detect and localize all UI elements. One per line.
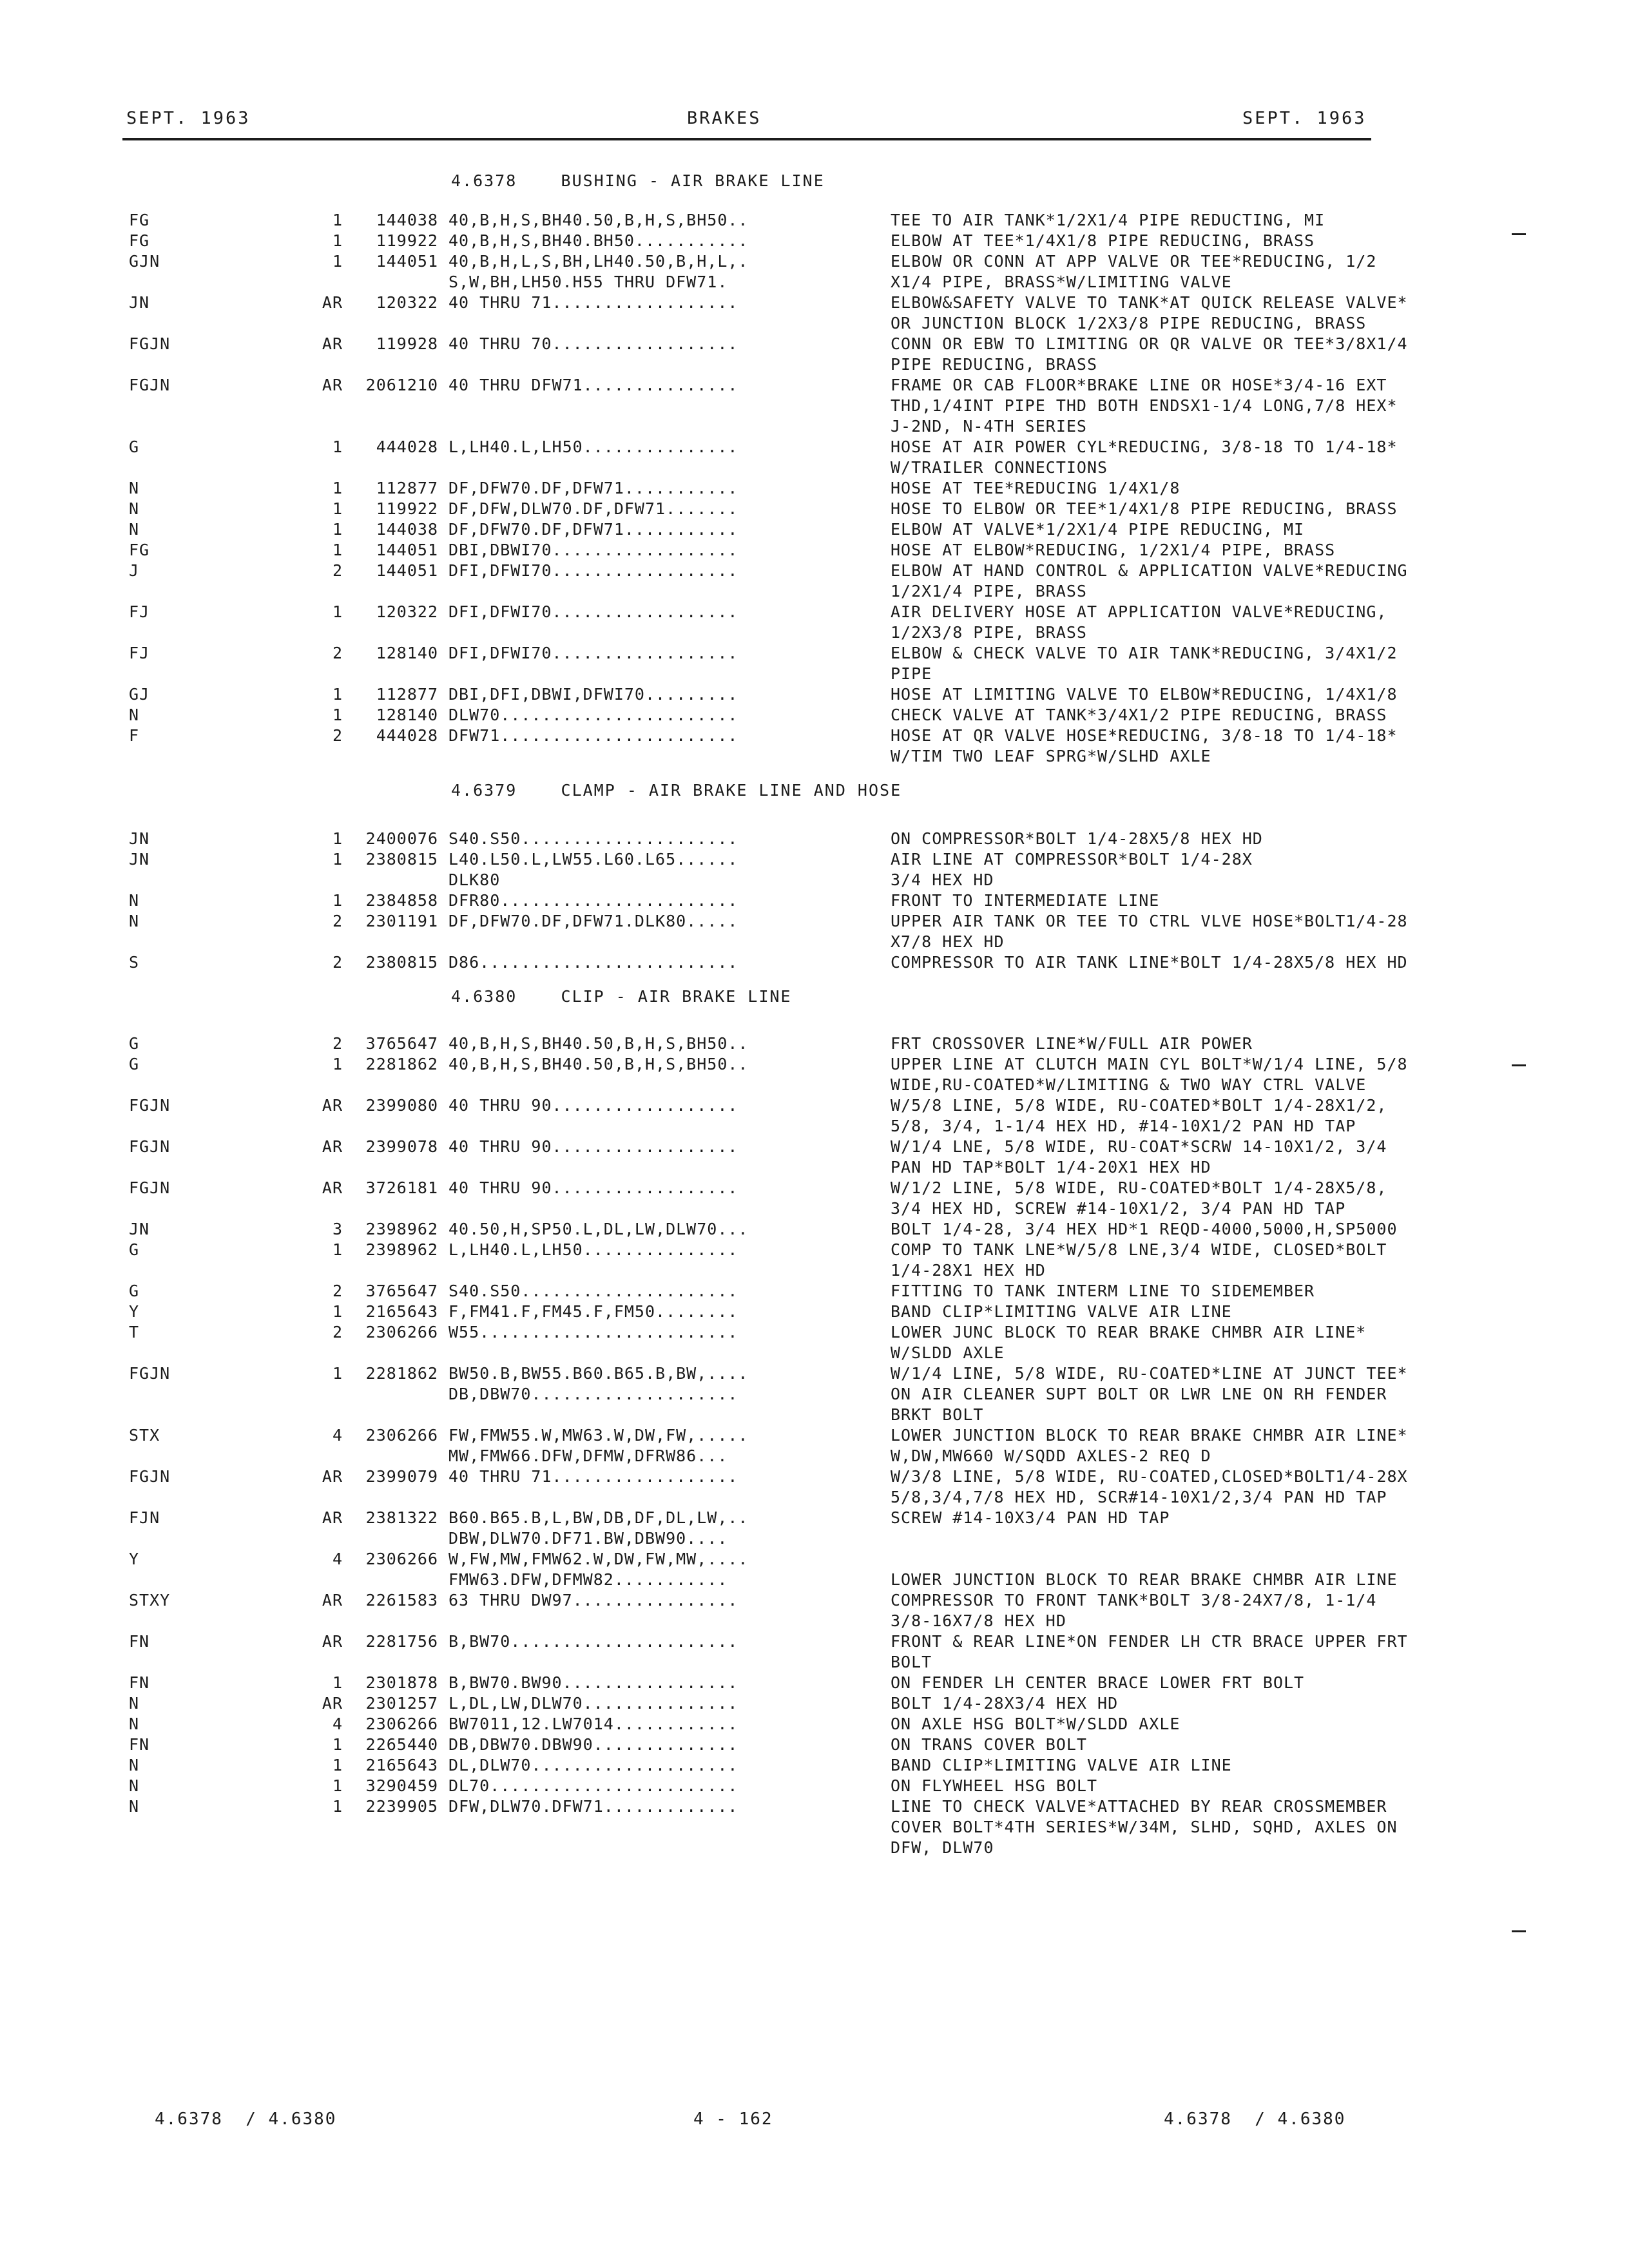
description: AIR DELIVERY HOSE AT APPLICATION VALVE*REDUCING, 1/2X3/8 PIPE, BRASS bbox=[891, 602, 1387, 642]
series-code: FGJN bbox=[129, 1137, 171, 1156]
model-list: 40 THRU 90.................. bbox=[448, 1178, 738, 1197]
table-row bbox=[0, 210, 1629, 231]
table-row bbox=[0, 1549, 1629, 1590]
series-code: FG bbox=[129, 541, 150, 559]
model-list: DFW,DLW70.DFW71............. bbox=[448, 1797, 738, 1816]
quantity: 1 bbox=[332, 829, 343, 848]
table-row bbox=[0, 1673, 1629, 1693]
series-code: STXY bbox=[129, 1591, 171, 1610]
table-row bbox=[0, 1033, 1629, 1054]
series-code: J bbox=[129, 561, 140, 580]
table-row bbox=[0, 1178, 1629, 1219]
model-list: DBI,DBWI70.................. bbox=[448, 541, 738, 559]
quantity: 1 bbox=[332, 1797, 343, 1816]
table-row bbox=[0, 1466, 1629, 1508]
parts-table-clamp bbox=[0, 829, 1629, 973]
description: FRONT TO INTERMEDIATE LINE bbox=[891, 891, 1160, 910]
table-row bbox=[0, 1796, 1629, 1858]
series-code: N bbox=[129, 499, 140, 518]
footer-page-number: 4 - 162 bbox=[693, 2109, 773, 2129]
series-code: FJ bbox=[129, 644, 150, 662]
table-row bbox=[0, 375, 1629, 437]
series-code: N bbox=[129, 891, 140, 910]
parts-table-bushing bbox=[0, 210, 1629, 767]
table-row bbox=[0, 1714, 1629, 1735]
section-number: 4.6380 bbox=[451, 987, 517, 1006]
description: HOSE AT AIR POWER CYL*REDUCING, 3/8-18 TO 1/4-18* W/TRAILER CONNECTIONS bbox=[891, 437, 1398, 477]
table-row bbox=[0, 849, 1629, 890]
model-list: DF,DFW70.DF,DFW71.DLK80..... bbox=[448, 912, 738, 930]
description: ON TRANS COVER BOLT bbox=[891, 1735, 1087, 1754]
quantity: 1 bbox=[332, 520, 343, 539]
series-code: FGJN bbox=[129, 1096, 171, 1115]
description: COMPRESSOR TO FRONT TANK*BOLT 3/8-24X7/8, 1-1/4 3/8-16X7/8 HEX HD bbox=[891, 1591, 1377, 1630]
description: SCREW #14-10X3/4 PAN HD TAP bbox=[891, 1508, 1170, 1527]
series-code: N bbox=[129, 706, 140, 724]
model-list: 40 THRU 71.................. bbox=[448, 1467, 738, 1486]
section-heading-4-6378 bbox=[451, 171, 825, 190]
description: BOLT 1/4-28X3/4 HEX HD bbox=[891, 1694, 1119, 1713]
description: FITTING TO TANK INTERM LINE TO SIDEMEMBER bbox=[891, 1282, 1315, 1300]
model-list: 40 THRU 90.................. bbox=[448, 1137, 738, 1156]
model-list: 40,B,H,S,BH40.BH50........... bbox=[448, 231, 749, 250]
table-row bbox=[0, 478, 1629, 499]
model-list: 40,B,H,L,S,BH,LH40.50,B,H,L,. S,W,BH,LH50.H55 THRU DFW71. bbox=[448, 252, 749, 291]
description: HOSE AT ELBOW*REDUCING, 1/2X1/4 PIPE, BRASS bbox=[891, 541, 1336, 559]
model-list: 40 THRU DFW71............... bbox=[448, 376, 738, 394]
margin-mark bbox=[1512, 233, 1526, 235]
series-code: G bbox=[129, 1282, 140, 1300]
quantity: 1 bbox=[332, 706, 343, 724]
part-number: 112877 bbox=[376, 685, 438, 704]
model-list: B60.B65.B,L,BW,DB,DF,DL,LW,.. DBW,DLW70.DF71.BW,DBW90.... bbox=[448, 1508, 749, 1548]
part-number: 2399079 bbox=[365, 1467, 438, 1486]
series-code: JN bbox=[129, 850, 150, 869]
description: CONN OR EBW TO LIMITING OR QR VALVE OR TEE*3/8X1/4 PIPE REDUCING, BRASS bbox=[891, 334, 1408, 374]
quantity: 1 bbox=[332, 850, 343, 869]
model-list: DB,DBW70.DBW90.............. bbox=[448, 1735, 738, 1754]
table-row bbox=[0, 890, 1629, 911]
table-row bbox=[0, 561, 1629, 602]
table-row bbox=[0, 540, 1629, 561]
quantity: 1 bbox=[332, 541, 343, 559]
quantity: 1 bbox=[332, 685, 343, 704]
description: LOWER JUNC BLOCK TO REAR BRAKE CHMBR AIR LINE* W/SLDD AXLE bbox=[891, 1323, 1367, 1362]
description: ELBOW AT VALVE*1/2X1/4 PIPE REDUCING, MI bbox=[891, 520, 1305, 539]
description: BOLT 1/4-28, 3/4 HEX HD*1 REQD-4000,5000,H,SP5000 bbox=[891, 1220, 1398, 1238]
part-number: 3290459 bbox=[365, 1776, 438, 1795]
series-code: FN bbox=[129, 1673, 150, 1692]
description: ELBOW & CHECK VALVE TO AIR TANK*REDUCING, 3/4X1/2 PIPE bbox=[891, 644, 1398, 683]
table-row bbox=[0, 251, 1629, 293]
part-number: 2398962 bbox=[365, 1240, 438, 1259]
model-list: DFW71....................... bbox=[448, 726, 738, 745]
description: UPPER AIR TANK OR TEE TO CTRL VLVE HOSE*BOLT1/4-28 X7/8 HEX HD bbox=[891, 912, 1408, 951]
description: TEE TO AIR TANK*1/2X1/4 PIPE REDUCTING, MI bbox=[891, 211, 1325, 229]
quantity: AR bbox=[322, 376, 343, 394]
model-list: FW,FMW55.W,MW63.W,DW,FW,..... MW,FMW66.DFW,DFMW,DFRW86... bbox=[448, 1426, 749, 1465]
quantity: AR bbox=[322, 293, 343, 312]
series-code: G bbox=[129, 437, 140, 456]
model-list: S40.S50..................... bbox=[448, 829, 738, 848]
quantity: 1 bbox=[332, 211, 343, 229]
quantity: 2 bbox=[332, 561, 343, 580]
part-number: 2301191 bbox=[365, 912, 438, 930]
part-number: 2380815 bbox=[365, 953, 438, 972]
part-number: 2281862 bbox=[365, 1364, 438, 1383]
model-list: 40 THRU 70.................. bbox=[448, 334, 738, 353]
table-row bbox=[0, 684, 1629, 705]
part-number: 3765647 bbox=[365, 1034, 438, 1053]
description: W/1/4 LNE, 5/8 WIDE, RU-COAT*SCRW 14-10X1/2, 3/4 PAN HD TAP*BOLT 1/4-20X1 HEX HD bbox=[891, 1137, 1387, 1177]
series-code: N bbox=[129, 912, 140, 930]
part-number: 144051 bbox=[376, 252, 438, 271]
table-row bbox=[0, 334, 1629, 375]
description: FRAME OR CAB FLOOR*BRAKE LINE OR HOSE*3/4-16 EXT THD,1/4INT PIPE THD BOTH ENDSX1-1/4 LONG,7/8 HEX* J-2ND, N-4TH SERIES bbox=[891, 376, 1398, 436]
table-row bbox=[0, 1425, 1629, 1466]
model-list: DFI,DFWI70.................. bbox=[448, 561, 738, 580]
table-row bbox=[0, 1590, 1629, 1631]
model-list: DL70........................ bbox=[448, 1776, 738, 1795]
series-code: FN bbox=[129, 1735, 150, 1754]
header-rule bbox=[122, 138, 1371, 140]
part-number: 144051 bbox=[376, 541, 438, 559]
description: COMP TO TANK LNE*W/5/8 LNE,3/4 WIDE, CLOSED*BOLT 1/4-28X1 HEX HD bbox=[891, 1240, 1387, 1280]
part-number: 128140 bbox=[376, 644, 438, 662]
quantity: 2 bbox=[332, 726, 343, 745]
part-number: 2306266 bbox=[365, 1426, 438, 1445]
series-code: N bbox=[129, 1797, 140, 1816]
part-number: 120322 bbox=[376, 293, 438, 312]
quantity: 4 bbox=[332, 1715, 343, 1733]
table-row bbox=[0, 1693, 1629, 1714]
description: W/3/8 LINE, 5/8 WIDE, RU-COATED,CLOSED*BOLT1/4-28X 5/8,3/4,7/8 HEX HD, SCR#14-10X1/2,3/4 PAN HD TAP bbox=[891, 1467, 1408, 1506]
model-list: BW7011,12.LW7014............ bbox=[448, 1715, 738, 1733]
part-number: 2306266 bbox=[365, 1550, 438, 1568]
description: HOSE AT QR VALVE HOSE*REDUCING, 3/8-18 TO 1/4-18* W/TIM TWO LEAF SPRG*W/SLHD AXLE bbox=[891, 726, 1398, 765]
series-code: Y bbox=[129, 1302, 140, 1321]
description: HOSE TO ELBOW OR TEE*1/4X1/8 PIPE REDUCING, BRASS bbox=[891, 499, 1398, 518]
description: HOSE AT LIMITING VALVE TO ELBOW*REDUCING, 1/4X1/8 bbox=[891, 685, 1398, 704]
table-row bbox=[0, 911, 1629, 952]
model-list: L,DL,LW,DLW70............... bbox=[448, 1694, 738, 1713]
margin-mark bbox=[1512, 1064, 1526, 1066]
part-number: 120322 bbox=[376, 602, 438, 621]
model-list: 40.50,H,SP50.L,DL,LW,DLW70... bbox=[448, 1220, 749, 1238]
description: LOWER JUNCTION BLOCK TO REAR BRAKE CHMBR AIR LINE bbox=[891, 1570, 1398, 1589]
series-code: JN bbox=[129, 1220, 150, 1238]
margin-mark bbox=[1512, 1930, 1526, 1932]
description: COMPRESSOR TO AIR TANK LINE*BOLT 1/4-28X5/8 HEX HD bbox=[891, 953, 1408, 972]
table-row bbox=[0, 1281, 1629, 1302]
table-row bbox=[0, 1219, 1629, 1240]
part-number: 144051 bbox=[376, 561, 438, 580]
model-list: W55......................... bbox=[448, 1323, 738, 1341]
part-number: 2165643 bbox=[365, 1302, 438, 1321]
series-code: FGJN bbox=[129, 1467, 171, 1486]
model-list: D86......................... bbox=[448, 953, 738, 972]
series-code: FN bbox=[129, 1632, 150, 1651]
quantity: 2 bbox=[332, 1282, 343, 1300]
table-row bbox=[0, 643, 1629, 684]
table-row bbox=[0, 1755, 1629, 1776]
part-number: 2061210 bbox=[365, 376, 438, 394]
part-number: 2301257 bbox=[365, 1694, 438, 1713]
model-list: W,FW,MW,FMW62.W,DW,FW,MW,.... FMW63.DFW,DFMW82........... bbox=[448, 1550, 749, 1589]
section-title: CLIP - AIR BRAKE LINE bbox=[561, 987, 792, 1006]
quantity: 1 bbox=[332, 1364, 343, 1383]
series-code: N bbox=[129, 479, 140, 497]
section-number: 4.6378 bbox=[451, 171, 517, 190]
part-number: 2239905 bbox=[365, 1797, 438, 1816]
section-title: CLAMP - AIR BRAKE LINE AND HOSE bbox=[561, 781, 902, 800]
quantity: 1 bbox=[332, 1673, 343, 1692]
model-list: 40,B,H,S,BH40.50,B,H,S,BH50.. bbox=[448, 1055, 749, 1073]
model-list: L,LH40.L,LH50............... bbox=[448, 437, 738, 456]
model-list: DF,DFW70.DF,DFW71........... bbox=[448, 520, 738, 539]
table-row bbox=[0, 705, 1629, 726]
model-list: BW50.B,BW55.B60.B65.B,BW,.... DB,DBW70.................... bbox=[448, 1364, 749, 1403]
description: ON FENDER LH CENTER BRACE LOWER FRT BOLT bbox=[891, 1673, 1305, 1692]
table-row bbox=[0, 1363, 1629, 1425]
series-code: G bbox=[129, 1034, 140, 1053]
model-list: DL,DLW70.................... bbox=[448, 1756, 738, 1774]
part-number: 2306266 bbox=[365, 1715, 438, 1733]
quantity: AR bbox=[322, 1508, 343, 1527]
description: LINE TO CHECK VALVE*ATTACHED BY REAR CROSSMEMBER COVER BOLT*4TH SERIES*W/34M, SLHD, SQHD, AXLES ON DFW, DLW70 bbox=[891, 1797, 1398, 1857]
description: LOWER JUNCTION BLOCK TO REAR BRAKE CHMBR AIR LINE* W,DW,MW660 W/SQDD AXLES-2 REQ D bbox=[891, 1426, 1408, 1465]
description: CHECK VALVE AT TANK*3/4X1/2 PIPE REDUCING, BRASS bbox=[891, 706, 1387, 724]
header-date-left: SEPT. 1963 bbox=[126, 108, 251, 128]
section-heading-4-6380 bbox=[451, 987, 792, 1006]
model-list: DF,DFW70.DF,DFW71........... bbox=[448, 479, 738, 497]
model-list: F,FM41.F,FM45.F,FM50........ bbox=[448, 1302, 738, 1321]
table-row bbox=[0, 1302, 1629, 1322]
table-row bbox=[0, 1095, 1629, 1137]
series-code: T bbox=[129, 1323, 140, 1341]
table-row bbox=[0, 1054, 1629, 1095]
quantity: 1 bbox=[332, 1756, 343, 1774]
part-number: 444028 bbox=[376, 726, 438, 745]
part-number: 2398962 bbox=[365, 1220, 438, 1238]
part-number: 2281862 bbox=[365, 1055, 438, 1073]
header-date-right: SEPT. 1963 bbox=[1242, 108, 1367, 128]
series-code: N bbox=[129, 1715, 140, 1733]
series-code: FG bbox=[129, 211, 150, 229]
table-row bbox=[0, 519, 1629, 540]
series-code: FJ bbox=[129, 602, 150, 621]
quantity: 1 bbox=[332, 1240, 343, 1259]
model-list: S40.S50..................... bbox=[448, 1282, 738, 1300]
quantity: AR bbox=[322, 1178, 343, 1197]
table-row bbox=[0, 829, 1629, 849]
model-list: DLW70....................... bbox=[448, 706, 738, 724]
quantity: 2 bbox=[332, 1034, 343, 1053]
description: ELBOW&SAFETY VALVE TO TANK*AT QUICK RELEASE VALVE* OR JUNCTION BLOCK 1/2X3/8 PIPE REDUCING, BRASS bbox=[891, 293, 1408, 332]
quantity: AR bbox=[322, 1096, 343, 1115]
description: BAND CLIP*LIMITING VALVE AIR LINE bbox=[891, 1756, 1232, 1774]
section-number: 4.6379 bbox=[451, 781, 517, 800]
description: ON COMPRESSOR*BOLT 1/4-28X5/8 HEX HD bbox=[891, 829, 1263, 848]
section-title: BUSHING - AIR BRAKE LINE bbox=[561, 171, 825, 190]
part-number: 2400076 bbox=[365, 829, 438, 848]
table-row bbox=[0, 499, 1629, 519]
description: ELBOW AT HAND CONTROL & APPLICATION VALVE*REDUCING 1/2X1/4 PIPE, BRASS bbox=[891, 561, 1408, 601]
part-number: 2306266 bbox=[365, 1323, 438, 1341]
part-number: 2384858 bbox=[365, 891, 438, 910]
quantity: 1 bbox=[332, 1055, 343, 1073]
model-list: DFI,DFWI70.................. bbox=[448, 602, 738, 621]
series-code: Y bbox=[129, 1550, 140, 1568]
part-number: 119928 bbox=[376, 334, 438, 353]
series-code: FGJN bbox=[129, 376, 171, 394]
quantity: AR bbox=[322, 1632, 343, 1651]
series-code: GJN bbox=[129, 252, 160, 271]
quantity: 1 bbox=[332, 231, 343, 250]
quantity: 1 bbox=[332, 602, 343, 621]
series-code: STX bbox=[129, 1426, 160, 1445]
part-number: 444028 bbox=[376, 437, 438, 456]
quantity: 2 bbox=[332, 644, 343, 662]
quantity: 1 bbox=[332, 479, 343, 497]
table-row bbox=[0, 952, 1629, 973]
model-list: 40 THRU 90.................. bbox=[448, 1096, 738, 1115]
model-list: L,LH40.L,LH50............... bbox=[448, 1240, 738, 1259]
quantity: 1 bbox=[332, 252, 343, 271]
table-row bbox=[0, 1508, 1629, 1549]
description: HOSE AT TEE*REDUCING 1/4X1/8 bbox=[891, 479, 1181, 497]
series-code: S bbox=[129, 953, 140, 972]
series-code: FG bbox=[129, 231, 150, 250]
part-number: 119922 bbox=[376, 499, 438, 518]
model-list: 40,B,H,S,BH40.50,B,H,S,BH50.. bbox=[448, 1034, 749, 1053]
footer-ref-right: 4.6378 / 4.6380 bbox=[1164, 2109, 1346, 2129]
model-list: B,BW70...................... bbox=[448, 1632, 738, 1651]
part-number: 112877 bbox=[376, 479, 438, 497]
quantity: 2 bbox=[332, 1323, 343, 1341]
header-title: BRAKES bbox=[687, 108, 762, 128]
series-code: JN bbox=[129, 829, 150, 848]
model-list: DBI,DFI,DBWI,DFWI70......... bbox=[448, 685, 738, 704]
series-code: JN bbox=[129, 293, 150, 312]
description: W/1/2 LINE, 5/8 WIDE, RU-COATED*BOLT 1/4-28X5/8, 3/4 HEX HD, SCREW #14-10X1/2, 3/4 PAN HD TAP bbox=[891, 1178, 1387, 1218]
model-list: DFI,DFWI70.................. bbox=[448, 644, 738, 662]
series-code: N bbox=[129, 1694, 140, 1713]
model-list: L40.L50.L,LW55.L60.L65...... DLK80 bbox=[448, 850, 738, 889]
model-list: 63 THRU DW97................ bbox=[448, 1591, 738, 1610]
quantity: 1 bbox=[332, 437, 343, 456]
part-number: 2261583 bbox=[365, 1591, 438, 1610]
description: ELBOW AT TEE*1/4X1/8 PIPE REDUCING, BRASS bbox=[891, 231, 1315, 250]
series-code: G bbox=[129, 1240, 140, 1259]
description: ON AXLE HSG BOLT*W/SLDD AXLE bbox=[891, 1715, 1181, 1733]
table-row bbox=[0, 437, 1629, 478]
series-code: FGJN bbox=[129, 334, 171, 353]
description: ON FLYWHEEL HSG BOLT bbox=[891, 1776, 1098, 1795]
parts-table-clip bbox=[0, 1033, 1629, 1858]
table-row bbox=[0, 231, 1629, 251]
table-row bbox=[0, 1240, 1629, 1281]
table-row bbox=[0, 293, 1629, 334]
model-list: DFR80....................... bbox=[448, 891, 738, 910]
footer-ref-left: 4.6378 / 4.6380 bbox=[155, 2109, 337, 2129]
part-number: 119922 bbox=[376, 231, 438, 250]
part-number: 2380815 bbox=[365, 850, 438, 869]
description: FRONT & REAR LINE*ON FENDER LH CTR BRACE UPPER FRT BOLT bbox=[891, 1632, 1408, 1671]
quantity: 4 bbox=[332, 1426, 343, 1445]
quantity: 4 bbox=[332, 1550, 343, 1568]
quantity: 2 bbox=[332, 953, 343, 972]
part-number: 128140 bbox=[376, 706, 438, 724]
model-list: B,BW70.BW90................. bbox=[448, 1673, 738, 1692]
part-number: 2399080 bbox=[365, 1096, 438, 1115]
part-number: 2165643 bbox=[365, 1756, 438, 1774]
part-number: 3726181 bbox=[365, 1178, 438, 1197]
series-code: FGJN bbox=[129, 1364, 171, 1383]
description: BAND CLIP*LIMITING VALVE AIR LINE bbox=[891, 1302, 1232, 1321]
series-code: FJN bbox=[129, 1508, 160, 1527]
description: UPPER LINE AT CLUTCH MAIN CYL BOLT*W/1/4 LINE, 5/8 WIDE,RU-COATED*W/LIMITING & TWO WAY CTRL VALVE bbox=[891, 1055, 1408, 1094]
part-number: 2381322 bbox=[365, 1508, 438, 1527]
part-number: 2301878 bbox=[365, 1673, 438, 1692]
table-row bbox=[0, 1735, 1629, 1755]
model-list: DF,DFW,DLW70.DF,DFW71....... bbox=[448, 499, 738, 518]
description: W/5/8 LINE, 5/8 WIDE, RU-COATED*BOLT 1/4-28X1/2, 5/8, 3/4, 1-1/4 HEX HD, #14-10X1/2 PAN HD TAP bbox=[891, 1096, 1387, 1135]
quantity: AR bbox=[322, 1137, 343, 1156]
series-code: N bbox=[129, 1776, 140, 1795]
series-code: FGJN bbox=[129, 1178, 171, 1197]
series-code: N bbox=[129, 1756, 140, 1774]
section-heading-4-6379 bbox=[451, 781, 901, 800]
quantity: 1 bbox=[332, 1735, 343, 1754]
part-number: 2281756 bbox=[365, 1632, 438, 1651]
series-code: F bbox=[129, 726, 140, 745]
series-code: N bbox=[129, 520, 140, 539]
quantity: 1 bbox=[332, 891, 343, 910]
quantity: 1 bbox=[332, 1302, 343, 1321]
series-code: G bbox=[129, 1055, 140, 1073]
description: FRT CROSSOVER LINE*W/FULL AIR POWER bbox=[891, 1034, 1253, 1053]
table-row bbox=[0, 1322, 1629, 1363]
table-row bbox=[0, 1137, 1629, 1178]
quantity: AR bbox=[322, 334, 343, 353]
description: AIR LINE AT COMPRESSOR*BOLT 1/4-28X 3/4 HEX HD bbox=[891, 850, 1253, 889]
table-row bbox=[0, 1776, 1629, 1796]
quantity: 1 bbox=[332, 1776, 343, 1795]
table-row bbox=[0, 1631, 1629, 1673]
part-number: 2265440 bbox=[365, 1735, 438, 1754]
description: W/1/4 LINE, 5/8 WIDE, RU-COATED*LINE AT JUNCT TEE* ON AIR CLEANER SUPT BOLT OR LWR LNE ON RH FENDER BRKT BOLT bbox=[891, 1364, 1408, 1424]
quantity: 2 bbox=[332, 912, 343, 930]
quantity: AR bbox=[322, 1591, 343, 1610]
quantity: AR bbox=[322, 1467, 343, 1486]
model-list: 40 THRU 71.................. bbox=[448, 293, 738, 312]
part-number: 3765647 bbox=[365, 1282, 438, 1300]
quantity: AR bbox=[322, 1694, 343, 1713]
part-number: 2399078 bbox=[365, 1137, 438, 1156]
table-row bbox=[0, 602, 1629, 643]
quantity: 3 bbox=[332, 1220, 343, 1238]
series-code: GJ bbox=[129, 685, 150, 704]
quantity: 1 bbox=[332, 499, 343, 518]
description: ELBOW OR CONN AT APP VALVE OR TEE*REDUCING, 1/2 X1/4 PIPE, BRASS*W/LIMITING VALVE bbox=[891, 252, 1377, 291]
part-number: 144038 bbox=[376, 211, 438, 229]
model-list: 40,B,H,S,BH40.50,B,H,S,BH50.. bbox=[448, 211, 749, 229]
table-row bbox=[0, 726, 1629, 767]
part-number: 144038 bbox=[376, 520, 438, 539]
